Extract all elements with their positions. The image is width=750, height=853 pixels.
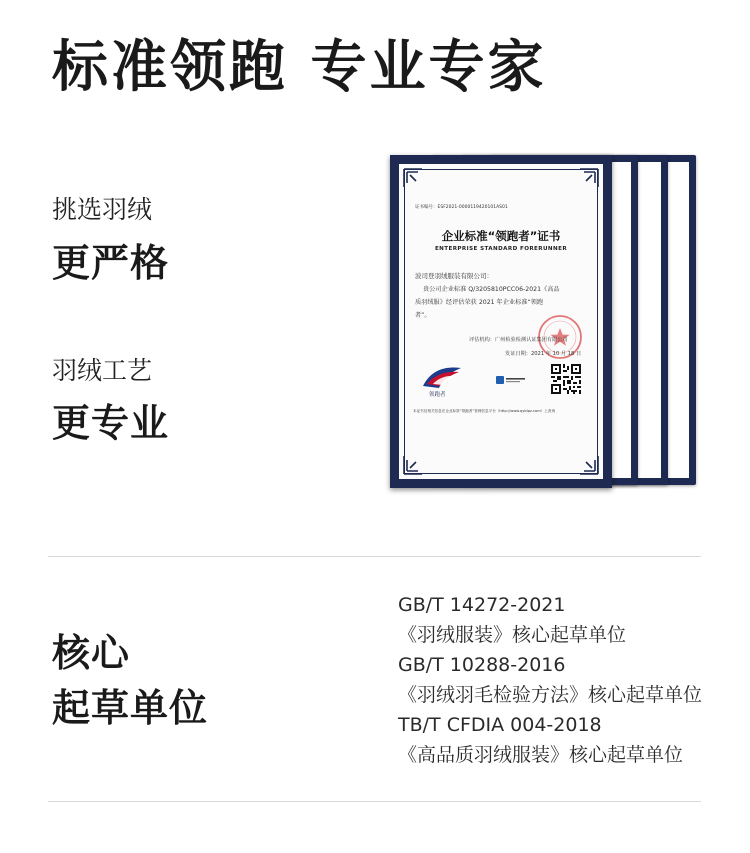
testing-group-logo-icon [495, 374, 527, 386]
standard-title: 《羽绒羽毛检验方法》核心起草单位 [398, 684, 703, 706]
certificate-subtitle: ENTERPRISE STANDARD FORERUNNER [434, 246, 568, 252]
page-title: 标准领跑 专业专家 [52, 35, 547, 100]
corner-ornament-icon [402, 454, 424, 476]
corner-ornament-icon [578, 167, 600, 189]
feature-1-headline: 更严格 [52, 241, 170, 285]
standard-code: GB/T 14272-2021 [398, 594, 566, 616]
certificate-body-line-1: 贵公司企业标准 Q/3205810PCC06-2021《高品 [423, 286, 560, 293]
certificate [390, 155, 612, 488]
certificate-number: 证书编号：ESF2021-0000119420101AS01 [415, 205, 508, 210]
certificate-company: 波司登羽绒服装有限公司： [415, 272, 493, 280]
certificate-org-name: 广州检验检测认证集团有限公司 [494, 337, 568, 343]
feature-1-label: 挑选羽绒 [52, 195, 153, 224]
standard-title: 《高品质羽绒服装》核心起草单位 [398, 744, 684, 766]
certificate-date-value: 2021 年 10 月 18 日 [530, 351, 582, 357]
certificate-title: 企业标准“领跑者”证书 [441, 229, 561, 243]
forerunner-flag-logo-icon [419, 362, 465, 392]
core-heading-line-2: 起草单位 [52, 686, 209, 730]
certificate-body-line-3: 者”。 [415, 312, 431, 319]
certificate-org [469, 336, 599, 343]
standard-title: 《羽绒服装》核心起草单位 [398, 624, 627, 646]
certificate-footer-note: 本证书及相关信息在企业标准“领跑者”管理信息平台（http://www.qyblpz.com）上查询 [413, 409, 556, 413]
section-divider-top [48, 556, 701, 557]
section-divider-bottom [48, 801, 701, 802]
certificate-paper [399, 164, 603, 479]
feature-2-label: 羽绒工艺 [52, 356, 153, 385]
standard-code: GB/T 10288-2016 [398, 654, 566, 676]
forerunner-logo-text: 领跑者 [429, 392, 446, 398]
certificate-date [505, 350, 601, 357]
corner-ornament-icon [402, 167, 424, 189]
certificate-org-label: 评估机构： [469, 337, 495, 343]
core-heading-line-1: 核心 [52, 631, 131, 675]
feature-2-headline: 更专业 [52, 401, 170, 445]
corner-ornament-icon [578, 454, 600, 476]
qr-code-icon [551, 364, 581, 394]
certificate-date-label: 发证日期： [505, 351, 531, 357]
certificate-body-line-2: 质羽绒服》经评估荣获 2021 年企业标准“领跑 [415, 299, 544, 306]
standard-code: TB/T CFDIA 004-2018 [398, 714, 602, 736]
